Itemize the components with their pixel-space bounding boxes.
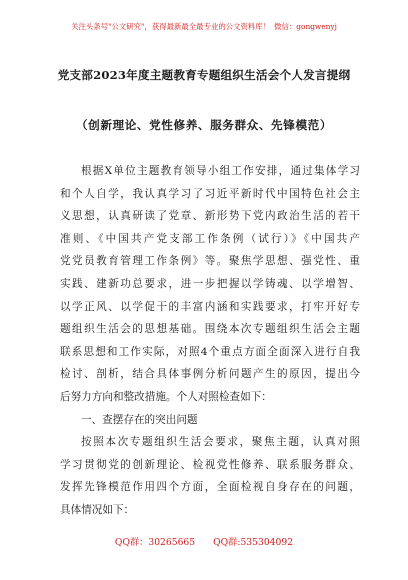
banner-promo-text: 关注头条号"公文研究"，获得最新最全最专业的公文资料库！ [71,22,271,31]
banner-wechat-text: 微信：gongwenyj [274,22,337,31]
section-heading: 一、查摆存在的突出问题 [81,413,198,426]
header-banner [0,22,408,32]
paragraph-line: 后努力方向和整改措施。个人对照检查如下： [60,390,272,403]
paragraph-line: 学习贯彻党的创新理论、检视党性修养、联系服务群众、 [60,458,360,471]
document-subtitle: （创新理论、党性修养、服务群众、先锋模范） [75,118,333,132]
footer-qq-group-2: QQ群:535304092 [213,537,294,548]
paragraph-line: 具体情况如下： [60,503,135,516]
paragraph-line: 根据X单位主题教育领导小组工作安排，通过集体学习 [81,165,360,177]
footer-contact [0,537,408,549]
paragraph-line: 党党员教育管理工作条例》等。聚焦学思想、强党性、重 [60,255,360,268]
paragraph-line: 发挥先锋模范作用四个方面，全面检视自身存在的问题， [60,481,360,494]
paragraph-line: 按照本次专题组织生活会要求，聚焦主题，认真对照 [81,436,360,449]
paragraph-line: 和个人自学，我认真学习了习近平新时代中国特色社会主 [60,187,360,200]
document-title: 党支部2023年度主题教育专题组织生活会个人发言提纲 [57,68,351,82]
paragraph-line: 题组织生活会的思想基础。围绕本次专题组织生活会主题 [60,323,360,336]
paragraph-line: 联系思想和工作实际，对照4个重点方面全面深入进行自我 [60,345,360,358]
document-body [60,160,360,522]
paragraph-line: 实践、建新功总要求，进一步把握以学铸魂、以学增智、 [60,277,360,290]
paragraph-line: 检讨、剖析，结合具体事例分析问题产生的原因，提出今 [60,368,360,381]
paragraph-line: 准则、《中国共产党支部工作条例（试行）》《中国共产 [60,232,360,245]
paragraph-line: 以学正风、以学促干的丰富内涵和实践要求，打牢开好专 [60,300,360,313]
paragraph-line: 义思想，认真研读了党章、新形势下党内政治生活的若干 [60,210,360,223]
footer-qq-group-1: QQ群：30265665 [114,537,196,548]
